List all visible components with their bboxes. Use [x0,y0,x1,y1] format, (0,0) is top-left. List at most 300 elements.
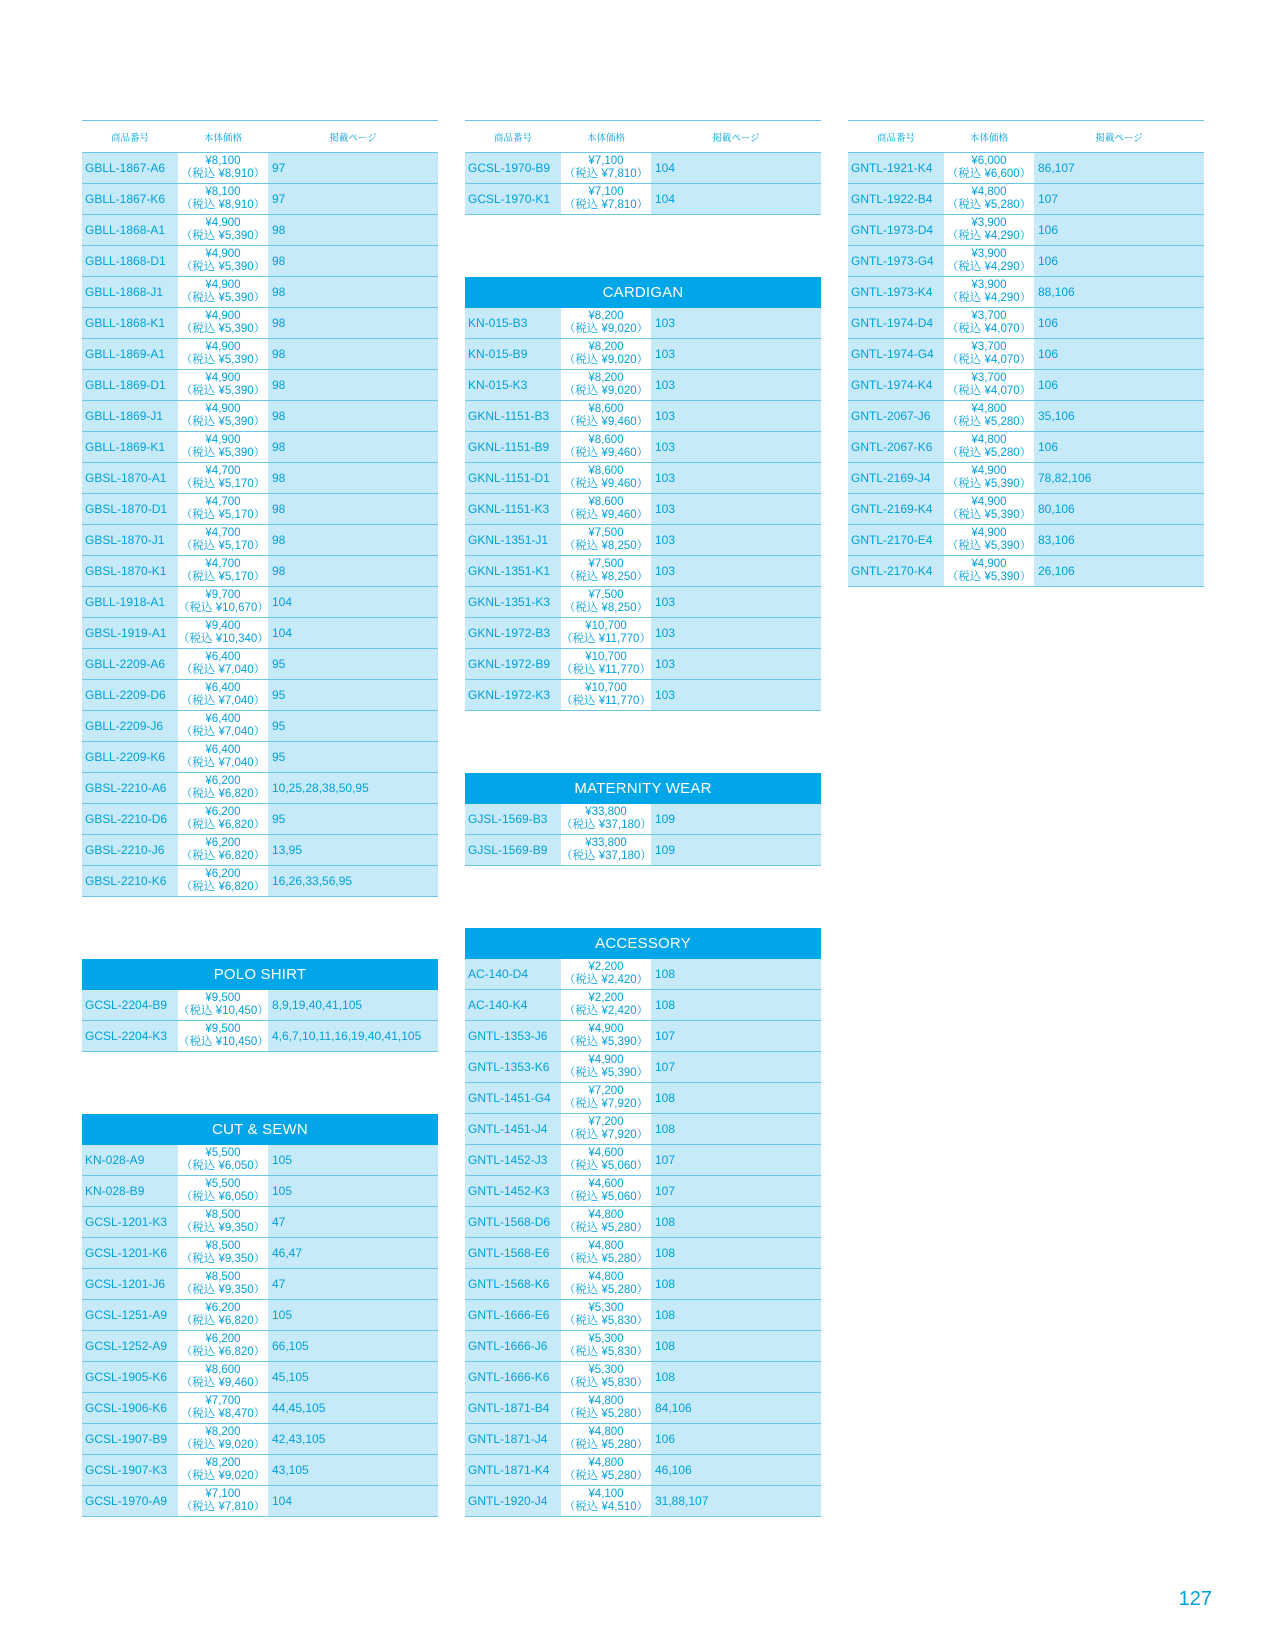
base-price: ¥4,900 [205,341,241,353]
product-code: GNTL-1452-K3 [468,1184,550,1198]
product-code: KN-028-B9 [85,1184,145,1198]
base-price: ¥4,900 [588,1023,624,1035]
table-row [848,432,1204,463]
section-title: POLO SHIRT [82,959,438,990]
tax-included-price: （税込 ¥11,770） [561,633,651,645]
tax-included-price: （税込 ¥6,600） [946,168,1032,180]
page-refs: 107 [655,1060,676,1074]
table-row [465,680,821,711]
table-row [848,494,1204,525]
page-refs: 103 [655,378,676,392]
table-row [848,308,1204,339]
page-refs: 103 [655,440,676,454]
table-row [82,742,438,773]
table-row [82,463,438,494]
price-cell [944,525,1034,555]
table-row [82,401,438,432]
base-price: ¥8,600 [588,434,624,446]
base-price: ¥4,900 [205,372,241,384]
tax-included-price: （税込 ¥5,280） [563,1439,649,1451]
product-code: KN-015-B9 [468,347,528,361]
base-price: ¥6,200 [205,868,241,880]
product-code: GCSL-1970-K1 [468,192,551,206]
page-refs: 78,82,106 [1038,471,1092,485]
table-row [82,1207,438,1238]
product-code: GBSL-1870-K1 [85,564,167,578]
base-price: ¥3,900 [971,248,1007,260]
page-refs: 108 [655,967,676,981]
page-refs: 103 [655,595,676,609]
base-price: ¥33,800 [585,837,627,849]
product-code: GNTL-1973-G4 [851,254,934,268]
base-price: ¥8,200 [205,1457,241,1469]
page-refs: 108 [655,1308,676,1322]
base-price: ¥4,800 [971,403,1007,415]
base-price: ¥9,500 [205,1023,241,1035]
page-refs: 98 [272,316,286,330]
tax-included-price: （税込 ¥5,060） [563,1160,649,1172]
price-cell [561,308,651,338]
product-code: GNTL-1568-D6 [468,1215,551,1229]
table-row [465,1114,821,1145]
page-refs: 83,106 [1038,533,1075,547]
tax-included-price: （税込 ¥11,770） [561,664,651,676]
header-price: 本体価格 [969,132,1008,144]
product-code: GNTL-2067-J6 [851,409,931,423]
base-price: ¥3,700 [971,372,1007,384]
page-refs: 42,43,105 [272,1432,326,1446]
base-price: ¥7,500 [588,589,624,601]
table-row [848,215,1204,246]
table-row [465,1393,821,1424]
price-cell [944,184,1034,214]
base-price: ¥4,600 [588,1178,624,1190]
table-column-right [848,120,1204,587]
base-price: ¥8,500 [205,1271,241,1283]
tax-included-price: （税込 ¥4,070） [946,385,1032,397]
tax-included-price: （税込 ¥6,820） [180,881,266,893]
base-price: ¥6,400 [205,682,241,694]
tax-included-price: （税込 ¥5,170） [180,540,266,552]
base-price: ¥6,200 [205,837,241,849]
price-cell [178,277,268,307]
tax-included-price: （税込 ¥2,420） [563,1005,649,1017]
price-cell [178,711,268,741]
table-row [82,184,438,215]
table-row [465,990,821,1021]
price-cell [178,432,268,462]
table-row [82,649,438,680]
product-code: AC-140-D4 [468,967,529,981]
section-title: MATERNITY WEAR [465,773,821,804]
base-price: ¥3,700 [971,310,1007,322]
page-refs: 108 [655,1091,676,1105]
table-row [465,556,821,587]
base-price: ¥4,900 [205,248,241,260]
tax-included-price: （税込 ¥10,340） [178,633,269,645]
page-refs: 13,95 [272,843,303,857]
price-cell [561,1176,651,1206]
table-row [82,1300,438,1331]
product-code: GNTL-1452-J3 [468,1153,548,1167]
price-cell [178,463,268,493]
page-refs: 47 [272,1277,286,1291]
product-code: GBLL-2209-K6 [85,750,166,764]
price-cell [561,153,651,183]
product-code: GNTL-1568-K6 [468,1277,550,1291]
table-row [848,525,1204,556]
tax-included-price: （税込 ¥6,820） [180,850,266,862]
base-price: ¥5,300 [588,1364,624,1376]
table-row [848,339,1204,370]
tax-included-price: （税込 ¥4,070） [946,354,1032,366]
tax-included-price: （税込 ¥5,280） [946,416,1032,428]
price-cell [561,804,651,834]
product-code: GKNL-1151-K3 [468,502,550,516]
tax-included-price: （税込 ¥9,020） [563,323,649,335]
tax-included-price: （税込 ¥6,820） [180,1315,266,1327]
tax-included-price: （税込 ¥9,460） [180,1377,266,1389]
price-cell [178,308,268,338]
section-gap [465,711,821,773]
tax-included-price: （税込 ¥8,910） [180,168,266,180]
base-price: ¥8,600 [205,1364,241,1376]
base-price: ¥6,200 [205,806,241,818]
page-refs: 104 [655,192,676,206]
page-refs: 107 [1038,192,1059,206]
page-refs: 84,106 [655,1401,692,1415]
page-refs: 103 [655,657,676,671]
table-column-left [82,120,438,1517]
base-price: ¥4,800 [588,1271,624,1283]
tax-included-price: （税込 ¥5,390） [180,354,266,366]
table-row [848,370,1204,401]
product-code: GNTL-1973-K4 [851,285,933,299]
product-code: GBLL-1868-K1 [85,316,166,330]
table-row [82,525,438,556]
product-code: GNTL-1973-D4 [851,223,934,237]
tax-included-price: （税込 ¥5,830） [563,1377,649,1389]
tax-included-price: （税込 ¥9,460） [563,447,649,459]
product-code: GBLL-1869-K1 [85,440,166,454]
product-code: GCSL-2204-B9 [85,998,168,1012]
table-row [465,494,821,525]
product-code: GNTL-2169-J4 [851,471,931,485]
page-refs: 109 [655,843,676,857]
product-code: GBSL-2210-K6 [85,874,167,888]
table-row [82,990,438,1021]
price-cell [561,649,651,679]
table-row [82,432,438,463]
base-price: ¥4,600 [588,1147,624,1159]
page-refs: 104 [272,1494,293,1508]
product-code: GBSL-2210-A6 [85,781,167,795]
base-price: ¥8,500 [205,1240,241,1252]
product-code: GKNL-1351-K3 [468,595,551,609]
tax-included-price: （税込 ¥9,350） [180,1284,266,1296]
tax-included-price: （税込 ¥5,280） [946,447,1032,459]
page-refs: 95 [272,812,286,826]
tax-included-price: （税込 ¥8,250） [563,571,649,583]
product-code: GNTL-2170-K4 [851,564,933,578]
table-row [82,277,438,308]
price-cell [178,680,268,710]
price-cell [944,277,1034,307]
page-refs: 103 [655,316,676,330]
section-gap [82,1052,438,1114]
page-refs: 44,45,105 [272,1401,326,1415]
price-cell [944,339,1034,369]
product-code: GNTL-1974-K4 [851,378,933,392]
price-cell [944,246,1034,276]
product-code: GBLL-2209-J6 [85,719,164,733]
page-refs: 106 [1038,347,1059,361]
tax-included-price: （税込 ¥7,040） [180,695,266,707]
product-code: GBLL-1868-A1 [85,223,166,237]
price-cell [178,246,268,276]
tax-included-price: （税込 ¥5,390） [180,385,266,397]
page-refs: 103 [655,564,676,578]
tax-included-price: （税込 ¥9,460） [563,509,649,521]
price-cell [561,494,651,524]
product-code: GBLL-1869-J1 [85,409,164,423]
base-price: ¥4,800 [588,1426,624,1438]
table-header [848,120,1204,153]
tax-included-price: （税込 ¥8,470） [180,1408,266,1420]
price-cell [178,742,268,772]
table-row [465,370,821,401]
page-refs: 108 [655,998,676,1012]
base-price: ¥4,900 [971,527,1007,539]
base-price: ¥3,900 [971,217,1007,229]
tax-included-price: （税込 ¥4,070） [946,323,1032,335]
product-code: GCSL-1970-B9 [468,161,551,175]
tax-included-price: （税込 ¥7,040） [180,757,266,769]
base-price: ¥2,200 [588,961,624,973]
tax-included-price: （税込 ¥5,830） [563,1346,649,1358]
base-price: ¥3,900 [971,279,1007,291]
page-refs: 105 [272,1184,293,1198]
base-price: ¥7,500 [588,558,624,570]
tax-included-price: （税込 ¥4,290） [946,292,1032,304]
tax-included-price: （税込 ¥5,390） [180,292,266,304]
table-row [465,618,821,649]
table-row [465,649,821,680]
base-price: ¥7,200 [588,1116,624,1128]
base-price: ¥4,900 [971,558,1007,570]
tax-included-price: （税込 ¥37,180） [561,819,652,831]
section-title: ACCESSORY [465,928,821,959]
tax-included-price: （税込 ¥5,280） [563,1253,649,1265]
price-cell [178,1393,268,1423]
product-code: GJSL-1569-B9 [468,843,548,857]
header-code: 商品番号 [110,132,149,144]
page-refs: 46,106 [655,1463,692,1477]
product-code: GKNL-1151-B3 [468,409,550,423]
product-code: GNTL-1353-K6 [468,1060,550,1074]
price-cell [178,370,268,400]
product-code: GNTL-1353-J6 [468,1029,548,1043]
price-cell [944,432,1034,462]
price-cell [178,649,268,679]
table-row [82,1393,438,1424]
page-refs: 103 [655,502,676,516]
page-refs: 109 [655,812,676,826]
price-cell [178,835,268,865]
page-refs: 106 [1038,440,1059,454]
base-price: ¥8,100 [205,186,241,198]
base-price: ¥8,600 [588,496,624,508]
tax-included-price: （税込 ¥37,180） [561,850,652,862]
table-row [465,1145,821,1176]
page-refs: 108 [655,1370,676,1384]
product-code: GNTL-2067-K6 [851,440,933,454]
page-refs: 106 [655,1432,676,1446]
page-refs: 97 [272,192,286,206]
price-cell [944,308,1034,338]
table-row [82,1269,438,1300]
base-price: ¥9,400 [205,620,241,632]
page-refs: 16,26,33,56,95 [272,874,353,888]
base-price: ¥33,800 [585,806,627,818]
price-cell [178,339,268,369]
table-row [465,184,821,215]
product-code: GJSL-1569-B3 [468,812,548,826]
price-cell [178,153,268,183]
table-row [465,1486,821,1517]
price-cell [178,1145,268,1175]
base-price: ¥4,900 [971,465,1007,477]
table-row [848,277,1204,308]
page-refs: 108 [655,1277,676,1291]
tax-included-price: （税込 ¥11,770） [561,695,651,707]
product-code: GBSL-1919-A1 [85,626,167,640]
base-price: ¥4,700 [205,558,241,570]
price-cell [561,370,651,400]
base-price: ¥7,100 [588,186,624,198]
table-row [465,1052,821,1083]
price-cell [561,990,651,1020]
page-refs: 104 [655,161,676,175]
table-row [465,525,821,556]
base-price: ¥10,700 [585,682,627,694]
tax-included-price: （税込 ¥5,390） [946,509,1032,521]
base-price: ¥5,300 [588,1333,624,1345]
base-price: ¥4,800 [588,1209,624,1221]
base-price: ¥4,700 [205,465,241,477]
page-refs: 35,106 [1038,409,1075,423]
tax-included-price: （税込 ¥9,460） [563,416,649,428]
base-price: ¥6,200 [205,1302,241,1314]
price-cell [561,1145,651,1175]
table-row [465,1021,821,1052]
section-gap [82,897,438,959]
base-price: ¥4,700 [205,496,241,508]
tax-included-price: （税込 ¥9,020） [563,385,649,397]
price-cell [178,990,268,1020]
price-cell [944,556,1034,586]
table-header [82,120,438,153]
table-row [82,866,438,897]
table-row [82,246,438,277]
product-code: KN-015-K3 [468,378,528,392]
tax-included-price: （税込 ¥10,670） [178,602,269,614]
tax-included-price: （税込 ¥6,050） [180,1160,266,1172]
price-cell [561,184,651,214]
table-row [465,1300,821,1331]
page-refs: 45,105 [272,1370,309,1384]
price-cell [561,1486,651,1516]
table-row [465,308,821,339]
page-refs: 108 [655,1339,676,1353]
tax-included-price: （税込 ¥5,390） [563,1036,649,1048]
base-price: ¥4,900 [205,310,241,322]
page-number: 127 [1178,1588,1212,1610]
page-refs: 108 [655,1246,676,1260]
tax-included-price: （税込 ¥4,510） [563,1501,649,1513]
base-price: ¥8,500 [205,1209,241,1221]
price-cell [178,1176,268,1206]
base-price: ¥10,700 [585,620,627,632]
table-row [465,1331,821,1362]
page-refs: 106 [1038,223,1059,237]
page-refs: 105 [272,1153,293,1167]
tax-included-price: （税込 ¥8,250） [563,602,649,614]
base-price: ¥5,500 [205,1147,241,1159]
price-cell [561,959,651,989]
product-code: GKNL-1972-K3 [468,688,551,702]
table-row [82,308,438,339]
tax-included-price: （税込 ¥9,460） [563,478,649,490]
page-refs: 88,106 [1038,285,1075,299]
product-code: GNTL-1568-E6 [468,1246,550,1260]
tax-included-price: （税込 ¥4,290） [946,230,1032,242]
price-cell [944,463,1034,493]
product-code: KN-015-B3 [468,316,528,330]
product-code: GBSL-2210-D6 [85,812,168,826]
price-cell [178,1424,268,1454]
base-price: ¥6,400 [205,713,241,725]
base-price: ¥8,600 [588,403,624,415]
base-price: ¥8,100 [205,155,241,167]
table-row [465,153,821,184]
base-price: ¥4,100 [588,1488,624,1500]
price-cell [944,401,1034,431]
base-price: ¥8,200 [205,1426,241,1438]
tax-included-price: （税込 ¥7,040） [180,664,266,676]
product-code: GNTL-1666-K6 [468,1370,550,1384]
tax-included-price: （税込 ¥5,280） [563,1222,649,1234]
tax-included-price: （税込 ¥6,050） [180,1191,266,1203]
base-price: ¥6,400 [205,744,241,756]
product-code: GBLL-1868-J1 [85,285,164,299]
table-row [82,1424,438,1455]
tax-included-price: （税込 ¥5,390） [180,323,266,335]
table-row [465,959,821,990]
price-cell [944,494,1034,524]
tax-included-price: （税込 ¥9,020） [563,354,649,366]
product-code: GCSL-1201-J6 [85,1277,166,1291]
base-price: ¥8,600 [588,465,624,477]
price-cell [561,1114,651,1144]
price-cell [178,1300,268,1330]
price-cell [944,153,1034,183]
tax-included-price: （税込 ¥10,450） [178,1005,269,1017]
price-cell [561,587,651,617]
price-cell [561,1021,651,1051]
price-cell [561,835,651,865]
base-price: ¥8,200 [588,372,624,384]
